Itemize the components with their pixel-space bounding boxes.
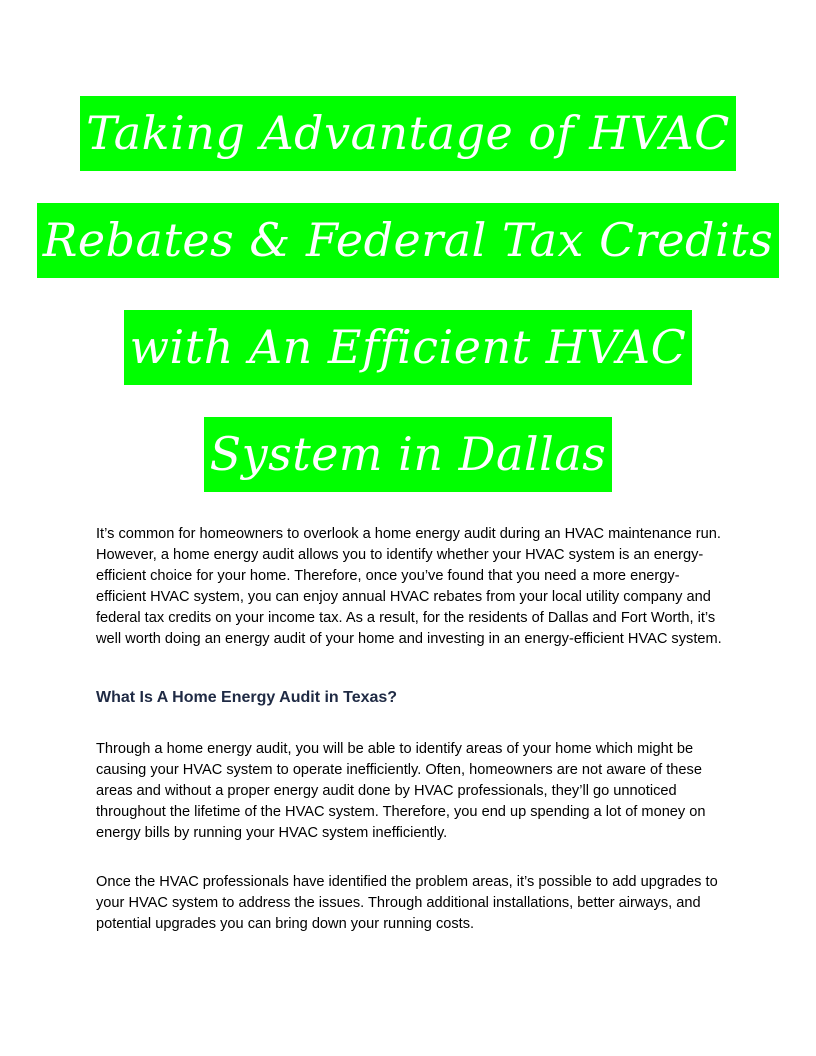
document-body <box>96 524 724 935</box>
body-paragraph-2: Through a home energy audit, you will be able to identify areas of your home which might be causing your HVAC system to operate inefficiently. Often, homeowners are not aware of these areas and without a proper energy audit done by HVAC professionals, they’ll go unnoticed throughout the lifetime of the HVAC system. Therefore, you end up spending a lot of money on energy bills by running your HVAC system inefficiently. <box>96 741 706 841</box>
title-line-4 <box>0 417 816 524</box>
body-paragraph-3: Once the HVAC professionals have identified the problem areas, it’s possible to add upgrades to your HVAC system to address the issues. Through additional installations, better airways, and potential upgrades you can bring down your running costs. <box>96 874 718 932</box>
title-line-3 <box>0 310 816 417</box>
title-line-2 <box>0 203 816 310</box>
title-line-3-text: with An Efficient HVAC <box>124 310 693 385</box>
title-line-1-text: Taking Advantage of HVAC <box>80 96 736 171</box>
document-title <box>0 96 816 524</box>
title-line-1 <box>0 96 816 203</box>
section-heading: What Is A Home Energy Audit in Texas? <box>96 689 398 706</box>
intro-paragraph: It’s common for homeowners to overlook a home energy audit during an HVAC maintenance run. However, a home energy audit allows you to identify whether your HVAC system is an energy-efficient choice for your home. Therefore, once you’ve found that you need a more energy-efficient HVAC system, you can enjoy annual HVAC rebates from your local utility company and federal tax credits on your income tax. As a result, for the residents of Dallas and Fort Worth, it’s well worth doing an energy audit of your home and investing in an energy-efficient HVAC system. <box>96 526 722 647</box>
title-line-4-text: System in Dallas <box>204 417 613 492</box>
title-line-2-text: Rebates & Federal Tax Credits <box>37 203 780 278</box>
